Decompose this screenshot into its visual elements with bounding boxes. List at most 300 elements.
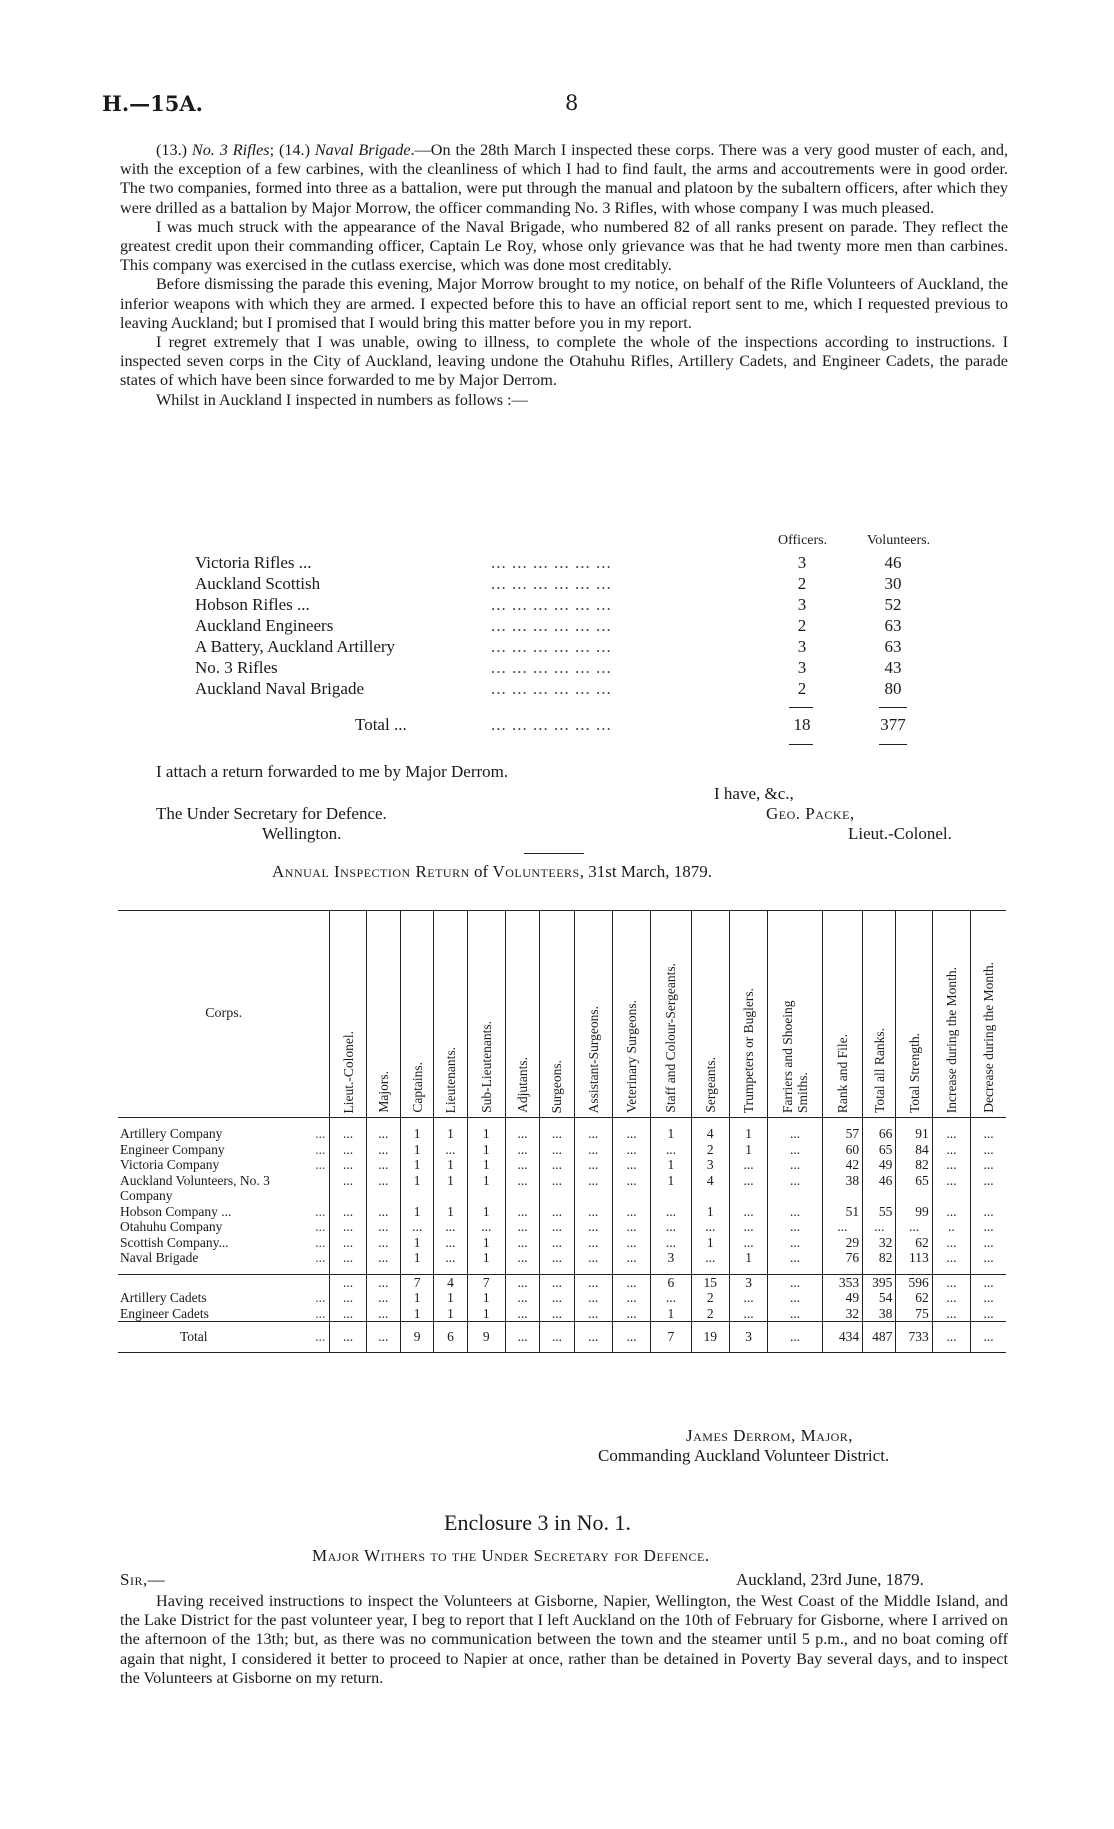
summary-row bbox=[195, 616, 975, 637]
spacer-cell bbox=[691, 1266, 729, 1275]
spacer-row bbox=[118, 1266, 1006, 1275]
value-cell: ... bbox=[574, 1157, 612, 1173]
corps-name-rifles: No. 3 Rifles bbox=[191, 141, 270, 159]
column-header-label: Surgeons. bbox=[549, 1059, 565, 1113]
corps-name: Artillery Company bbox=[120, 1126, 223, 1141]
spacer-cell bbox=[434, 1118, 467, 1127]
value-cell: 1 bbox=[434, 1173, 467, 1189]
leader-dots: ... bbox=[315, 1234, 326, 1250]
value-cell bbox=[505, 1188, 539, 1204]
corps-name: Engineer Cadets bbox=[120, 1305, 209, 1321]
value-cell: ... bbox=[366, 1290, 400, 1306]
value-cell: ... bbox=[366, 1173, 400, 1189]
spacer-cell bbox=[863, 1266, 896, 1275]
column-header bbox=[434, 911, 467, 1118]
spacer-cell bbox=[574, 1266, 612, 1275]
return-title-a: Annual Inspection Return bbox=[272, 862, 470, 881]
spacer-cell bbox=[118, 1266, 330, 1275]
spacer-cell bbox=[118, 1118, 330, 1127]
return-signer-title: Commanding Auckland Volunteer District. bbox=[598, 1446, 890, 1465]
summary-officers: 2 bbox=[797, 574, 807, 593]
value-cell: ... bbox=[574, 1250, 612, 1266]
value-cell: ... bbox=[330, 1157, 366, 1173]
value-cell: 65 bbox=[896, 1173, 932, 1189]
spacer-cell bbox=[896, 1118, 932, 1127]
value-cell: 6 bbox=[651, 1274, 691, 1290]
enclosure-subheading-text: Major Withers to the Under Secretary for Defence. bbox=[312, 1546, 710, 1565]
value-cell: ... bbox=[330, 1219, 366, 1235]
value-cell: 113 bbox=[896, 1250, 932, 1266]
value-cell: 1 bbox=[401, 1250, 434, 1266]
page-number: 8 bbox=[565, 91, 579, 115]
value-cell: ... bbox=[612, 1250, 650, 1266]
column-header-label: Captains. bbox=[409, 1062, 425, 1113]
value-cell: 76 bbox=[822, 1250, 862, 1266]
corps-name: Total bbox=[180, 1329, 208, 1345]
value-cell: ... bbox=[574, 1173, 612, 1189]
corps-cell bbox=[118, 1126, 330, 1142]
summary-row bbox=[195, 637, 975, 658]
column-header-label: Total Strength. bbox=[906, 1032, 922, 1113]
value-cell: ... bbox=[971, 1274, 1006, 1290]
value-cell: 62 bbox=[896, 1290, 932, 1306]
letter-body bbox=[120, 141, 1008, 410]
value-cell: 3 bbox=[729, 1322, 767, 1353]
value-cell: ... bbox=[540, 1322, 574, 1353]
summary-volunteers: 52 bbox=[884, 595, 902, 614]
leader-dots: ... bbox=[315, 1126, 326, 1141]
value-cell: ... bbox=[434, 1250, 467, 1266]
spacer-cell bbox=[612, 1118, 650, 1127]
summary-dots: ... ... ... ... ... ... bbox=[491, 715, 612, 734]
value-cell: ... bbox=[768, 1290, 822, 1306]
value-cell: ... bbox=[574, 1204, 612, 1220]
value-cell: 75 bbox=[896, 1306, 932, 1322]
table-row bbox=[118, 1235, 1006, 1251]
summary-total-label: Total ... bbox=[355, 715, 407, 734]
value-cell: ... bbox=[729, 1204, 767, 1220]
summary-corps-name: A Battery, Auckland Artillery bbox=[195, 637, 396, 656]
column-header-label: Lieut.-Colonel. bbox=[340, 1030, 356, 1113]
spacer-cell bbox=[863, 1118, 896, 1127]
value-cell: ... bbox=[651, 1235, 691, 1251]
value-cell: 38 bbox=[822, 1173, 862, 1189]
value-cell: 1 bbox=[401, 1142, 434, 1158]
para-number-2: ; (14.) bbox=[269, 141, 315, 159]
value-cell: ... bbox=[932, 1126, 970, 1142]
value-cell: ... bbox=[768, 1142, 822, 1158]
value-cell: ... bbox=[467, 1219, 505, 1235]
value-cell: 1 bbox=[467, 1126, 505, 1142]
value-cell: 15 bbox=[691, 1274, 729, 1290]
corps-cell bbox=[118, 1142, 330, 1158]
value-cell: 91 bbox=[896, 1126, 932, 1142]
value-cell: ... bbox=[574, 1274, 612, 1290]
value-cell: ... bbox=[401, 1219, 434, 1235]
value-cell: ... bbox=[366, 1250, 400, 1266]
value-cell: 62 bbox=[896, 1235, 932, 1251]
value-cell: ... bbox=[822, 1219, 862, 1235]
addressee-line: The Under Secretary for Defence. bbox=[156, 804, 387, 823]
table-row bbox=[118, 1219, 1006, 1235]
summary-total-officers: 18 bbox=[793, 715, 811, 734]
value-cell: ... bbox=[612, 1219, 650, 1235]
value-cell: ... bbox=[612, 1290, 650, 1306]
value-cell: 60 bbox=[822, 1142, 862, 1158]
value-cell: ... bbox=[330, 1204, 366, 1220]
value-cell: 1 bbox=[401, 1290, 434, 1306]
attach-line: I attach a return forwarded to me by Major Derrom. bbox=[156, 762, 509, 781]
subtotal-row bbox=[118, 1274, 1006, 1290]
column-header-label: Rank and File. bbox=[834, 1033, 850, 1113]
value-cell bbox=[768, 1188, 822, 1204]
value-cell bbox=[729, 1188, 767, 1204]
value-cell: 1 bbox=[651, 1173, 691, 1189]
return-signer-name: James Derrom, Major, bbox=[686, 1426, 854, 1445]
value-cell: ... bbox=[971, 1219, 1006, 1235]
value-cell: ... bbox=[729, 1173, 767, 1189]
value-cell: 1 bbox=[434, 1290, 467, 1306]
salutation: Sir,— bbox=[120, 1570, 166, 1589]
value-cell: ... bbox=[366, 1306, 400, 1322]
summary-row bbox=[195, 595, 975, 616]
corps-name: Artillery Cadets bbox=[120, 1290, 207, 1305]
value-cell: ... bbox=[574, 1306, 612, 1322]
column-header bbox=[505, 911, 539, 1118]
leader-dots: ... bbox=[315, 1141, 326, 1157]
spacer-cell bbox=[971, 1266, 1006, 1275]
corps-cell bbox=[118, 1274, 330, 1290]
value-cell: 1 bbox=[467, 1142, 505, 1158]
value-cell bbox=[467, 1188, 505, 1204]
value-cell: 84 bbox=[896, 1142, 932, 1158]
corps-name: Auckland Volunteers, No. 3 bbox=[120, 1172, 270, 1188]
column-header bbox=[932, 911, 970, 1118]
corps-name: Scottish Company... bbox=[120, 1234, 229, 1250]
value-cell: ... bbox=[932, 1306, 970, 1322]
value-cell: ... bbox=[505, 1173, 539, 1189]
summary-row bbox=[195, 574, 975, 595]
value-cell: 9 bbox=[401, 1322, 434, 1353]
value-cell: 38 bbox=[863, 1306, 896, 1322]
value-cell: 2 bbox=[691, 1290, 729, 1306]
value-cell: 434 bbox=[822, 1322, 862, 1353]
value-cell: 1 bbox=[401, 1157, 434, 1173]
value-cell: ... bbox=[505, 1290, 539, 1306]
value-cell: ... bbox=[612, 1142, 650, 1158]
column-header-label: Assistant-Surgeons. bbox=[585, 1005, 601, 1113]
summary-leader-dots: ... ... ... ... ... ... bbox=[491, 637, 612, 656]
value-cell: ... bbox=[540, 1250, 574, 1266]
spacer-cell bbox=[366, 1266, 400, 1275]
summary-leader-dots: ... ... ... ... ... ... bbox=[491, 658, 612, 677]
value-cell: 1 bbox=[729, 1126, 767, 1142]
spacer-cell bbox=[330, 1266, 366, 1275]
column-header bbox=[768, 911, 822, 1118]
return-title-d: , 31st March, 1879. bbox=[579, 862, 712, 881]
value-cell: 1 bbox=[434, 1306, 467, 1322]
value-cell: ... bbox=[540, 1126, 574, 1142]
column-header-label: Sub-Lieutenants. bbox=[478, 1021, 494, 1113]
value-cell: ... bbox=[330, 1235, 366, 1251]
corps-name: Company bbox=[120, 1188, 173, 1203]
value-cell: ... bbox=[505, 1250, 539, 1266]
value-cell: 51 bbox=[822, 1204, 862, 1220]
value-cell: ... bbox=[540, 1306, 574, 1322]
paragraph-numbers-intro: Whilst in Auckland I inspected in numbers as follows :— bbox=[156, 390, 528, 409]
value-cell: 42 bbox=[822, 1157, 862, 1173]
paragraph-weapons: Before dismissing the parade this evening, Major Morrow brought to my notice, on behalf of the Rifle Volunteers of Auckland, the inferior weapons with which they are armed. I expected before this to have an official report sent to me, which I requested previous to leaving Auckland; but I promised that I would bring this matter before you in my report. bbox=[120, 275, 1008, 332]
value-cell: ... bbox=[768, 1157, 822, 1173]
corps-cell bbox=[118, 1173, 330, 1189]
value-cell: 1 bbox=[401, 1204, 434, 1220]
spacer-cell bbox=[768, 1266, 822, 1275]
value-cell: 9 bbox=[467, 1322, 505, 1353]
value-cell: ... bbox=[540, 1235, 574, 1251]
value-cell bbox=[932, 1188, 970, 1204]
leader-dots: ... bbox=[315, 1203, 326, 1219]
column-header-label: Decrease during the Month. bbox=[981, 962, 997, 1113]
column-header bbox=[896, 911, 932, 1118]
value-cell: 2 bbox=[691, 1306, 729, 1322]
summary-row bbox=[195, 658, 975, 679]
summary-officers: 2 bbox=[797, 679, 807, 698]
leader-dots: ... bbox=[315, 1329, 326, 1345]
return-title bbox=[272, 862, 712, 882]
summary-total-row bbox=[195, 715, 975, 736]
value-cell: 32 bbox=[822, 1306, 862, 1322]
corps-cell bbox=[118, 1235, 330, 1251]
value-cell: ... bbox=[768, 1219, 822, 1235]
corps-cell bbox=[118, 1204, 330, 1220]
value-cell: 57 bbox=[822, 1126, 862, 1142]
value-cell: ... bbox=[540, 1142, 574, 1158]
volunteers-rule-bottom bbox=[879, 744, 907, 745]
value-cell: 596 bbox=[896, 1274, 932, 1290]
value-cell: ... bbox=[932, 1274, 970, 1290]
column-header-label: Veterinary Surgeons. bbox=[624, 1000, 640, 1113]
section-divider bbox=[524, 853, 584, 854]
para-number: (13.) bbox=[156, 141, 192, 159]
column-header-label: Total all Ranks. bbox=[871, 1028, 887, 1113]
spacer-cell bbox=[896, 1266, 932, 1275]
summary-officers: 3 bbox=[797, 553, 807, 572]
table-row bbox=[118, 1157, 1006, 1173]
value-cell bbox=[612, 1188, 650, 1204]
value-cell: ... bbox=[330, 1142, 366, 1158]
leader-dots: ... bbox=[315, 1219, 326, 1234]
column-header bbox=[330, 911, 366, 1118]
inspection-summary bbox=[195, 533, 975, 753]
value-cell: ... bbox=[971, 1157, 1006, 1173]
value-cell: 3 bbox=[729, 1274, 767, 1290]
value-cell: 7 bbox=[467, 1274, 505, 1290]
volunteers-header: Volunteers. bbox=[867, 533, 931, 548]
summary-corps-name: Auckland Scottish bbox=[195, 574, 321, 593]
column-header-label: Trumpeters or Buglers. bbox=[741, 987, 757, 1113]
column-header bbox=[401, 911, 434, 1118]
value-cell: ... bbox=[971, 1306, 1006, 1322]
value-cell: 46 bbox=[863, 1173, 896, 1189]
place-date: Auckland, 23rd June, 1879. bbox=[736, 1570, 924, 1589]
return-title-c: Volunteers bbox=[492, 862, 580, 881]
spacer-cell bbox=[932, 1266, 970, 1275]
value-cell bbox=[651, 1188, 691, 1204]
spacer-cell bbox=[540, 1118, 574, 1127]
summary-leader-dots: ... ... ... ... ... ... bbox=[491, 679, 612, 698]
value-cell: 7 bbox=[401, 1274, 434, 1290]
spacer-cell bbox=[822, 1118, 862, 1127]
value-cell: ... bbox=[971, 1173, 1006, 1189]
volunteers-rule bbox=[879, 707, 907, 708]
corps-name: Otahuhu Company bbox=[120, 1219, 223, 1234]
value-cell: ... bbox=[612, 1126, 650, 1142]
table-row bbox=[118, 1142, 1006, 1158]
value-cell: ... bbox=[540, 1204, 574, 1220]
value-cell: ... bbox=[612, 1322, 650, 1353]
value-cell: ... bbox=[896, 1219, 932, 1235]
value-cell: 4 bbox=[434, 1274, 467, 1290]
value-cell: ... bbox=[729, 1306, 767, 1322]
value-cell: ... bbox=[505, 1274, 539, 1290]
value-cell: 1 bbox=[691, 1235, 729, 1251]
column-header bbox=[651, 911, 691, 1118]
leader-dots: ... bbox=[315, 1250, 326, 1265]
value-cell: 6 bbox=[434, 1322, 467, 1353]
value-cell: ... bbox=[932, 1290, 970, 1306]
column-header-label: Sergeants. bbox=[702, 1057, 718, 1113]
column-header bbox=[366, 911, 400, 1118]
spacer-cell bbox=[505, 1118, 539, 1127]
value-cell: ... bbox=[540, 1290, 574, 1306]
value-cell: 1 bbox=[467, 1235, 505, 1251]
summary-row bbox=[195, 553, 975, 574]
annual-return-table bbox=[118, 910, 1006, 1353]
value-cell: ... bbox=[366, 1126, 400, 1142]
value-cell: ... bbox=[366, 1322, 400, 1353]
value-cell: ... bbox=[366, 1235, 400, 1251]
paragraph-13-14 bbox=[120, 141, 1008, 218]
value-cell: ... bbox=[768, 1322, 822, 1353]
value-cell: 1 bbox=[434, 1126, 467, 1142]
summary-corps-name: No. 3 Rifles bbox=[195, 658, 278, 677]
table-row bbox=[118, 1204, 1006, 1220]
value-cell bbox=[434, 1188, 467, 1204]
spacer-cell bbox=[434, 1266, 467, 1275]
table-row bbox=[118, 1250, 1006, 1266]
value-cell: ... bbox=[366, 1274, 400, 1290]
value-cell: 1 bbox=[729, 1250, 767, 1266]
spacer-cell bbox=[729, 1118, 767, 1127]
value-cell: 1 bbox=[434, 1157, 467, 1173]
value-cell: ... bbox=[729, 1157, 767, 1173]
value-cell: ... bbox=[612, 1274, 650, 1290]
spacer-cell bbox=[768, 1118, 822, 1127]
value-cell: ... bbox=[505, 1235, 539, 1251]
value-cell: ... bbox=[540, 1157, 574, 1173]
value-cell: ... bbox=[434, 1142, 467, 1158]
value-cell bbox=[540, 1188, 574, 1204]
column-header bbox=[540, 911, 574, 1118]
i-have-line: I have, &c., bbox=[714, 784, 794, 803]
value-cell: ... bbox=[612, 1235, 650, 1251]
value-cell: ... bbox=[932, 1173, 970, 1189]
spacer-cell bbox=[467, 1266, 505, 1275]
table-row bbox=[118, 1290, 1006, 1306]
column-header-label: Lieutenants. bbox=[442, 1046, 458, 1113]
value-cell: ... bbox=[768, 1274, 822, 1290]
value-cell: 19 bbox=[691, 1322, 729, 1353]
column-header bbox=[729, 911, 767, 1118]
value-cell: 395 bbox=[863, 1274, 896, 1290]
value-cell: 1 bbox=[467, 1173, 505, 1189]
spacer-cell bbox=[822, 1266, 862, 1275]
value-cell: ... bbox=[768, 1204, 822, 1220]
value-cell bbox=[971, 1188, 1006, 1204]
value-cell: 3 bbox=[691, 1157, 729, 1173]
value-cell: ... bbox=[505, 1204, 539, 1220]
spacer-cell bbox=[651, 1118, 691, 1127]
spacer-cell bbox=[612, 1266, 650, 1275]
value-cell: ... bbox=[330, 1306, 366, 1322]
spacer-cell bbox=[691, 1118, 729, 1127]
value-cell: ... bbox=[366, 1157, 400, 1173]
value-cell: 1 bbox=[691, 1204, 729, 1220]
value-cell bbox=[366, 1188, 400, 1204]
value-cell: ... bbox=[434, 1219, 467, 1235]
column-header bbox=[691, 911, 729, 1118]
value-cell: ... bbox=[330, 1173, 366, 1189]
value-cell: ... bbox=[932, 1322, 970, 1353]
spacer-row bbox=[118, 1118, 1006, 1127]
value-cell: ... bbox=[612, 1173, 650, 1189]
value-cell bbox=[401, 1188, 434, 1204]
value-cell: ... bbox=[932, 1250, 970, 1266]
value-cell: ... bbox=[768, 1126, 822, 1142]
spacer-cell bbox=[401, 1266, 434, 1275]
value-cell: ... bbox=[330, 1290, 366, 1306]
spacer-cell bbox=[651, 1266, 691, 1275]
value-cell: ... bbox=[330, 1250, 366, 1266]
value-cell: ... bbox=[330, 1322, 366, 1353]
column-header-label: Majors. bbox=[375, 1071, 391, 1113]
value-cell: ... bbox=[574, 1126, 612, 1142]
value-cell: 353 bbox=[822, 1274, 862, 1290]
value-cell: ... bbox=[612, 1204, 650, 1220]
corps-name: Hobson Company ... bbox=[120, 1203, 232, 1219]
value-cell: ... bbox=[366, 1142, 400, 1158]
value-cell: 1 bbox=[434, 1204, 467, 1220]
value-cell bbox=[330, 1188, 366, 1204]
value-cell: 65 bbox=[863, 1142, 896, 1158]
officers-rule bbox=[789, 707, 813, 708]
value-cell: 1 bbox=[729, 1142, 767, 1158]
leader-dots: ... bbox=[315, 1290, 326, 1305]
summary-volunteers: 80 bbox=[884, 679, 902, 698]
value-cell: ... bbox=[366, 1219, 400, 1235]
column-header-label: Adjutants. bbox=[515, 1057, 531, 1113]
value-cell: ... bbox=[932, 1142, 970, 1158]
corps-cell bbox=[118, 1157, 330, 1173]
value-cell: 55 bbox=[863, 1204, 896, 1220]
value-cell: .. bbox=[932, 1219, 970, 1235]
value-cell: ... bbox=[612, 1306, 650, 1322]
paragraph-naval: I was much struck with the appearance of the Naval Brigade, who numbered 82 of all ranks present on parade. They reflect the greatest credit upon their commanding officer, Captain Le Roy, whose only grievance was that he had twenty more men than carbines. This company was exercised in the cutlass exercise, which was done most creditably. bbox=[120, 217, 1008, 275]
value-cell: ... bbox=[574, 1322, 612, 1353]
column-header bbox=[574, 911, 612, 1118]
corps-cell bbox=[118, 1306, 330, 1322]
value-cell: ... bbox=[768, 1250, 822, 1266]
